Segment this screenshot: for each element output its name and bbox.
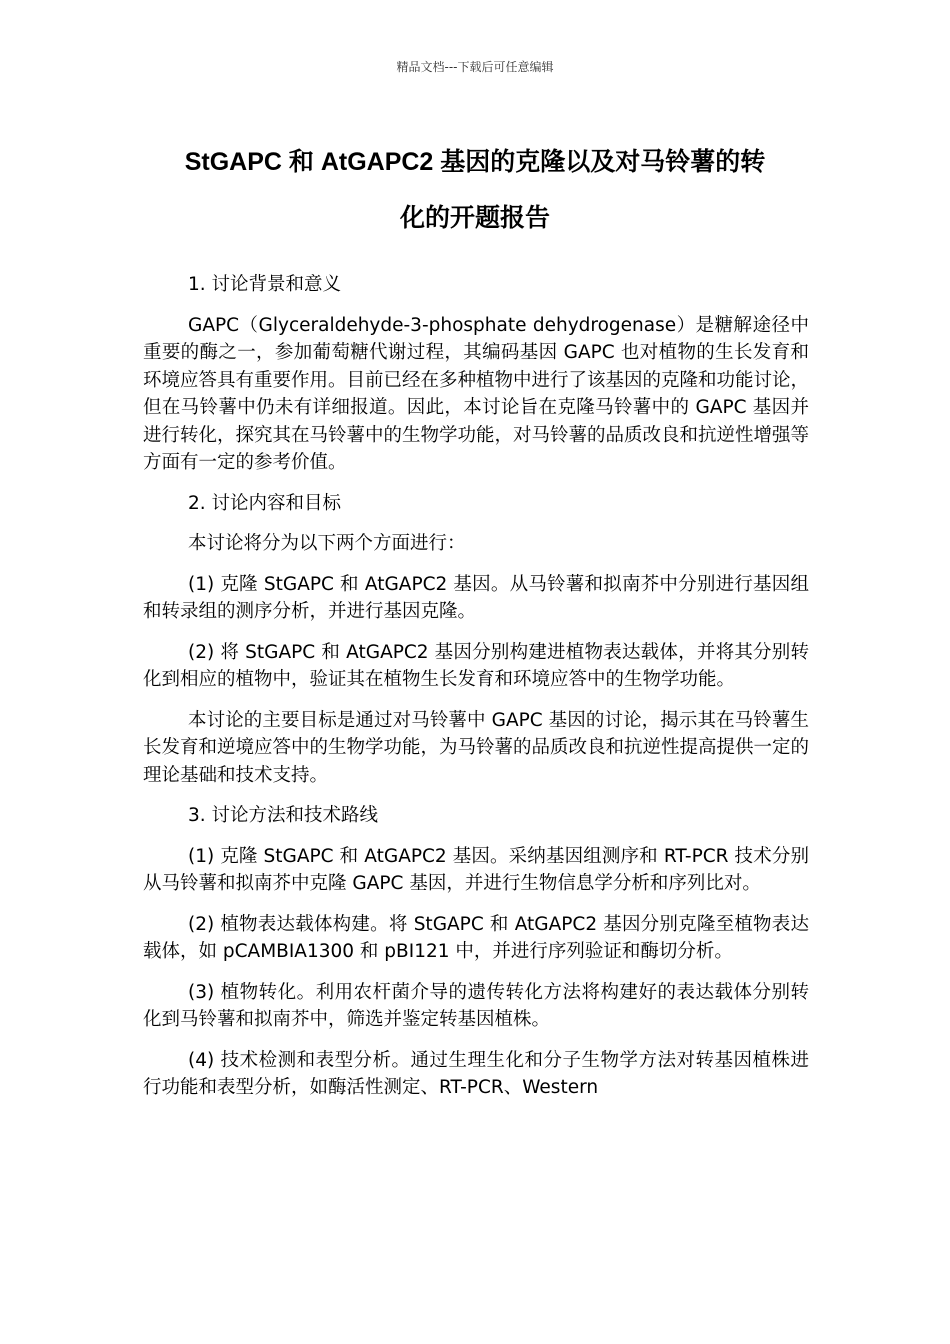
paragraph-method-4: (4) 技术检测和表型分析。通过生理生化和分子生物学方法对转基因植株进行功能和表型分析，如酶活性测定、RT-PCR、Western <box>143 1049 809 1098</box>
paragraph-method-3: (3) 植物转化。利用农杆菌介导的遗传转化方法将构建好的表达载体分别转化到马铃薯和拟南芥中，筛选并鉴定转基因植株。 <box>143 981 809 1030</box>
paragraph-intro: 本讨论将分为以下两个方面进行： <box>188 533 466 554</box>
paragraph-background: GAPC（Glyceraldehyde-3-phosphate dehydrogenase）是糖解途径中重要的酶之一，参加葡萄糖代谢过程，其编码基因 GAPC 也对植物的生长发育和环境应答具有重要作用。目前已经在多种植物中进行了该基因的克隆和功能讨论，但在马铃薯中仍未有详细报道。因此，本讨论旨在克隆马铃薯中的 GAPC 基因并进行转化，探究其在马铃薯中的生物学功能，对马铃薯的品质改良和抗逆性增强等方面有一定的参考价值。 <box>143 314 810 473</box>
section-heading-content: 2. 讨论内容和目标 <box>188 492 342 514</box>
paragraph-goal: 本讨论的主要目标是通过对马铃薯中 GAPC 基因的讨论，揭示其在马铃薯生长发育和逆境应答中的生物学功能，为马铃薯的品质改良和抗逆性提高提供一定的理论基础和技术支持。 <box>143 709 810 786</box>
paragraph-method-2: (2) 植物表达载体构建。将 StGAPC 和 AtGAPC2 基因分别克隆至植物表达载体，如 pCAMBIA1300 和 pBI121 中，并进行序列验证和酶切分析。 <box>143 913 809 962</box>
section-heading-methods: 3. 讨论方法和技术路线 <box>188 805 379 826</box>
title-line-2: 化的开题报告 <box>399 204 550 232</box>
paragraph-method-1: (1) 克隆 StGAPC 和 AtGAPC2 基因。采纳基因组测序和 RT-PCR 技术分别从马铃薯和拟南芥中克隆 GAPC 基因，并进行生物信息学分析和序列比对。 <box>143 845 809 894</box>
document-body <box>143 271 809 1115</box>
paragraph-item-1: (1) 克隆 StGAPC 和 AtGAPC2 基因。从马铃薯和拟南芥中分别进行基因组和转录组的测序分析，并进行基因克隆。 <box>143 573 809 622</box>
title-line-1: StGAPC 和 AtGAPC2 基因的克隆以及对马铃薯的转 <box>184 148 766 176</box>
document-title <box>110 134 840 246</box>
paragraph-item-2: (2) 将 StGAPC 和 AtGAPC2 基因分别构建进植物表达载体，并将其分别转化到相应的植物中，验证其在植物生长发育和环境应答中的生物学功能。 <box>143 641 809 690</box>
page-header: 精品文档---下载后可任意编辑 <box>396 60 554 74</box>
section-heading-background: 1. 讨论背景和意义 <box>188 274 342 295</box>
